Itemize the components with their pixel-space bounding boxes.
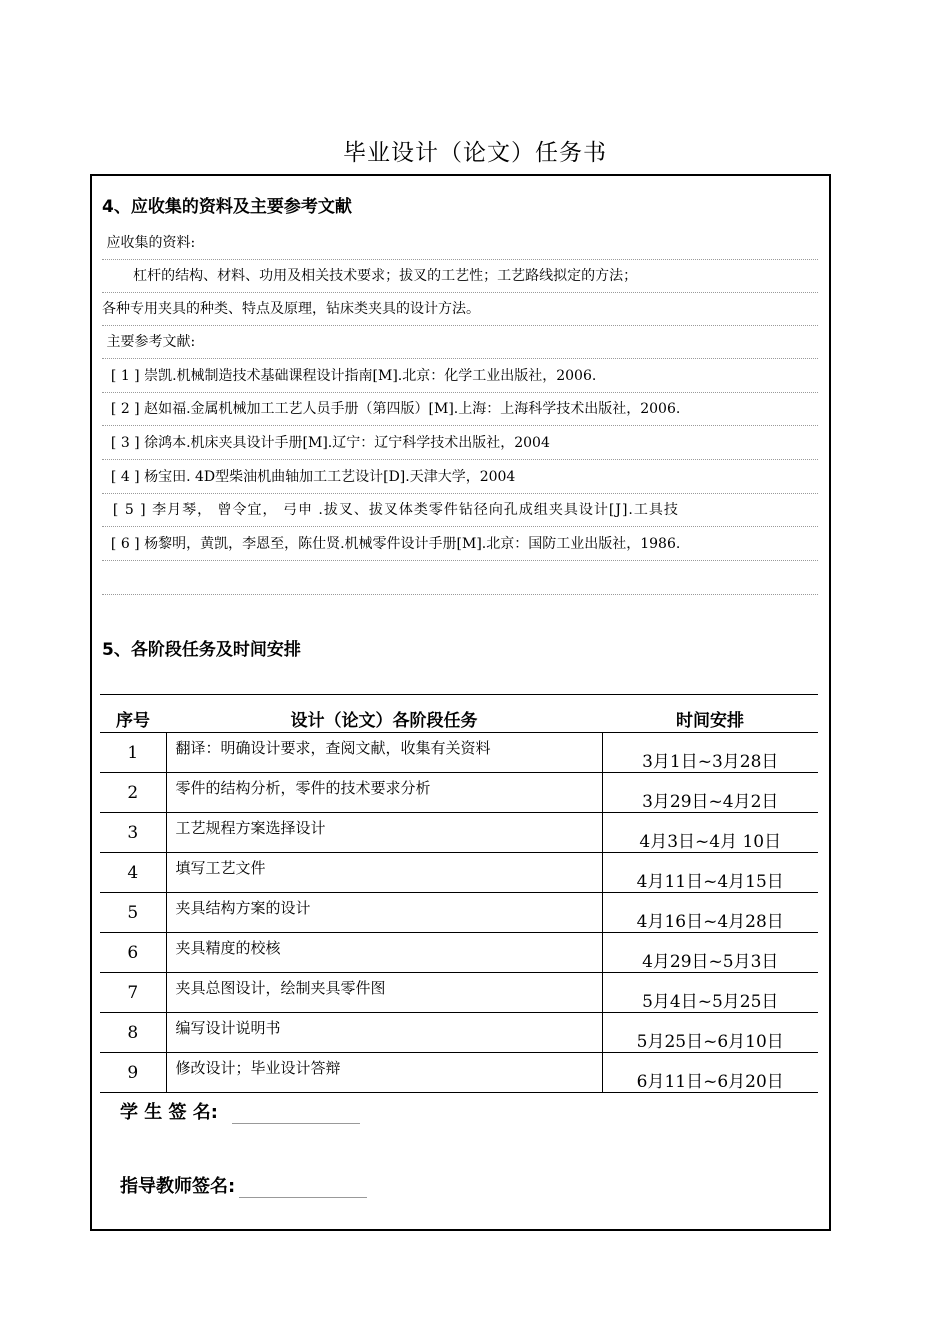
row-time: 5月4日~5月25日 <box>602 973 818 1013</box>
reference-item: [ 3 ] 徐鸿本.机床夹具设计手册[M].辽宁：辽宁科学技术出版社，2004 <box>102 427 818 460</box>
table-row <box>100 813 818 853</box>
materials-line-2: 各种专用夹具的种类、特点及原理，钻床类夹具的设计方法。 <box>102 293 818 326</box>
row-time: 4月16日~4月28日 <box>602 893 818 933</box>
row-time: 4月11日~4月15日 <box>602 853 818 893</box>
row-time: 4月29日~5月3日 <box>602 933 818 973</box>
advisor-signature-field[interactable] <box>239 1177 367 1198</box>
reference-item: [ 4 ] 杨宝田. 4D型柴油机曲轴加工工艺设计[D].天津大学，2004 <box>102 461 818 494</box>
student-signature-label: 学 生 签 名: <box>120 1102 218 1123</box>
reference-item: [ 1 ] 崇凯.机械制造技术基础课程设计指南[M].北京：化学工业出版社，2006. <box>102 360 818 393</box>
row-number: 5 <box>100 893 166 933</box>
row-number: 1 <box>100 733 166 773</box>
materials-line-1: 杠杆的结构、材料、功用及相关技术要求；拔叉的工艺性；工艺路线拟定的方法； <box>102 260 818 293</box>
row-task: 零件的结构分析，零件的技术要求分析 <box>166 773 602 813</box>
row-time: 4月3日~4月 10日 <box>602 813 818 853</box>
row-time: 3月29日~4月2日 <box>602 773 818 813</box>
section-4-heading: 4、应收集的资料及主要参考文献 <box>102 197 352 217</box>
schedule-table <box>100 694 818 1093</box>
row-number: 4 <box>100 853 166 893</box>
table-row <box>100 1053 818 1093</box>
row-task: 夹具总图设计，绘制夹具零件图 <box>166 973 602 1013</box>
row-time: 5月25日~6月10日 <box>602 1013 818 1053</box>
row-number: 2 <box>100 773 166 813</box>
advisor-signature-label: 指导教师签名: <box>120 1176 236 1197</box>
row-task: 翻译：明确设计要求，查阅文献，收集有关资料 <box>166 733 602 773</box>
row-task: 夹具精度的校核 <box>166 933 602 973</box>
table-row <box>100 853 818 893</box>
student-signature <box>120 1098 360 1124</box>
section-5-heading: 5、各阶段任务及时间安排 <box>102 640 301 660</box>
row-task: 修改设计；毕业设计答辩 <box>166 1053 602 1093</box>
row-number: 3 <box>100 813 166 853</box>
col-header-seq: 序号 <box>100 695 166 733</box>
reference-item: [ 6 ] 杨黎明，黄凯，李恩至，陈仕贤.机械零件设计手册[M].北京：国防工业出版社，1986. <box>102 528 818 561</box>
table-row <box>100 973 818 1013</box>
table-row <box>100 933 818 973</box>
row-number: 8 <box>100 1013 166 1053</box>
blank-line <box>102 562 818 595</box>
reference-item: [ 2 ] 赵如福.金属机械加工工艺人员手册（第四版）[M].上海：上海科学技术出版社，2006. <box>102 393 818 426</box>
task-form-frame <box>90 174 831 1231</box>
row-task: 编写设计说明书 <box>166 1013 602 1053</box>
row-number: 6 <box>100 933 166 973</box>
page-title: 毕业设计（论文）任务书 <box>343 140 607 166</box>
row-time: 3月1日~3月28日 <box>602 733 818 773</box>
row-time: 6月11日~6月20日 <box>602 1053 818 1093</box>
row-number: 9 <box>100 1053 166 1093</box>
row-task: 工艺规程方案选择设计 <box>166 813 602 853</box>
row-number: 7 <box>100 973 166 1013</box>
col-header-time: 时间安排 <box>602 695 818 733</box>
table-row <box>100 1013 818 1053</box>
col-header-task: 设计（论文）各阶段任务 <box>166 695 602 733</box>
table-row <box>100 773 818 813</box>
reference-item: [ 5 ] 李月琴， 曾令宜， 弓申 .拔叉、拔叉体类零件钻径向孔成组夹具设计[J].工具技 <box>102 494 818 527</box>
student-signature-field[interactable] <box>232 1103 360 1124</box>
table-row <box>100 893 818 933</box>
row-task: 填写工艺文件 <box>166 853 602 893</box>
advisor-signature <box>120 1172 367 1198</box>
collect-materials-label: 应收集的资料: <box>102 227 818 260</box>
references-label: 主要参考文献: <box>102 326 818 359</box>
row-task: 夹具结构方案的设计 <box>166 893 602 933</box>
table-row <box>100 733 818 773</box>
